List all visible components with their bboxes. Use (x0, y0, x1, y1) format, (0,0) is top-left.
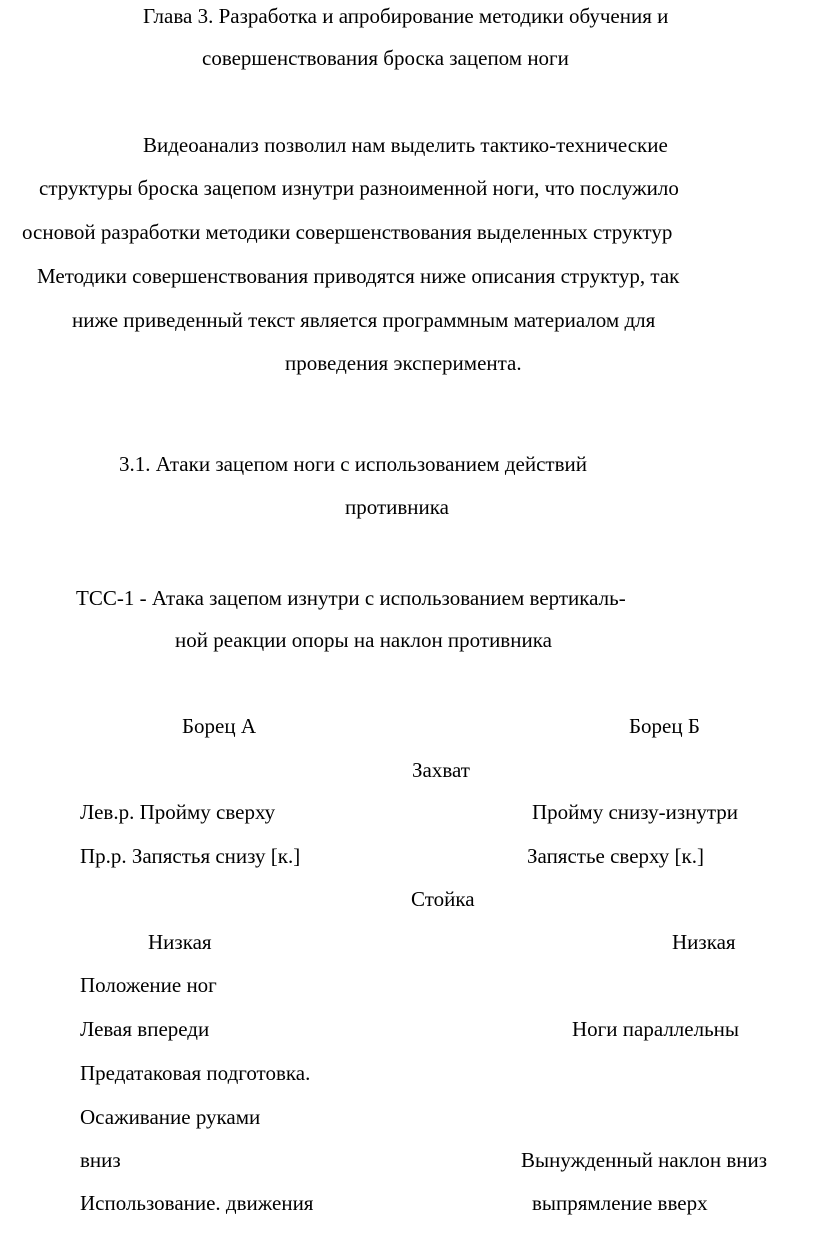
pre-attack-b: Вынужденный наклон вниз (521, 1148, 768, 1172)
pre-attack-label: Предатаковая подготовка. (80, 1061, 311, 1085)
use-movement-b: выпрямление вверх (532, 1191, 708, 1215)
chapter-title-line-1: Глава 3. Разработка и апробирование методики обучения и (143, 4, 669, 28)
tss-heading-line-1: ТСС-1 - Атака зацепом изнутри с использованием вертикаль- (76, 586, 626, 610)
wrestler-b-heading: Борец Б (629, 714, 700, 738)
tss-heading-line-2: ной реакции опоры на наклон противника (175, 628, 552, 652)
stance-b: Низкая (672, 930, 736, 954)
stance-heading: Стойка (411, 887, 475, 911)
feet-position-label: Положение ног (80, 973, 217, 997)
feet-position-b: Ноги параллельны (572, 1017, 740, 1041)
intro-paragraph-line: Видеоанализ позволил нам выделить тактико-технические (143, 133, 668, 157)
grip-left-hand-a: Лев.р. Пройму сверху (80, 800, 276, 824)
grip-left-hand-b: Пройму снизу-изнутри (532, 800, 739, 824)
pre-attack-a-line-2: вниз (80, 1148, 121, 1172)
pre-attack-a-line-1: Осаживание руками (80, 1105, 261, 1129)
use-movement-a: Использование. движения (80, 1191, 314, 1215)
wrestler-a-heading: Борец А (182, 714, 257, 738)
grip-right-hand-b: Запястье сверху [к.] (527, 844, 704, 868)
intro-paragraph-line: структуры броска зацепом изнутри разноименной ноги, что послужило (39, 176, 679, 200)
section-heading-line-2: противника (345, 495, 449, 519)
section-heading-line-1: 3.1. Атаки зацепом ноги с использованием действий (119, 452, 587, 476)
feet-position-a: Левая впереди (80, 1017, 210, 1041)
intro-paragraph-line: основой разработки методики совершенствования выделенных структур (22, 220, 673, 244)
grip-right-hand-a: Пр.р. Запястья снизу [к.] (80, 844, 301, 868)
chapter-title-line-2: совершенствования броска зацепом ноги (202, 46, 569, 70)
stance-a: Низкая (148, 930, 212, 954)
grip-heading: Захват (412, 758, 470, 782)
intro-paragraph-line: проведения эксперимента. (285, 351, 522, 375)
intro-paragraph-line: ниже приведенный текст является программным материалом для (72, 308, 656, 332)
intro-paragraph-line: Методики совершенствования приводятся ниже описания структур, так (37, 264, 680, 288)
